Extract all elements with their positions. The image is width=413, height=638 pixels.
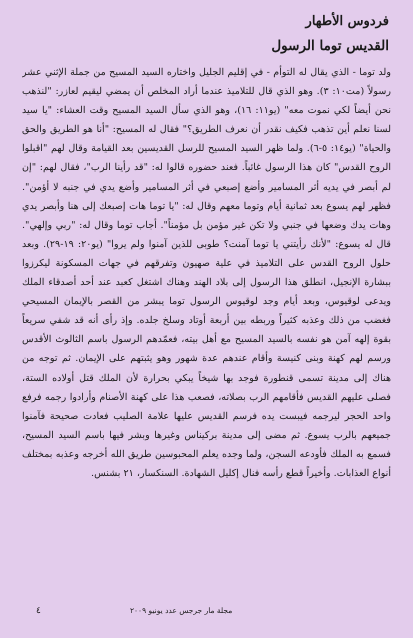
article-title: القديس توما الرسول (271, 38, 389, 54)
page-footer (0, 606, 413, 620)
footer-issue-label: مجلة مار جرجس عدد يونيو ٢٠٠٩ (130, 606, 233, 615)
series-title: فردوس الأطهار (305, 14, 389, 29)
page-number: ٤ (36, 606, 41, 616)
article-body: ولد توما - الذي يقال له التوأم - في إقليم الجليل واختاره السيد المسيح من جملة الإثني عشر رسولاً (مت١٠: ٣). وهو الذي قال للتلاميذ عندما أراد المخلص أن يمضي ليقيم لعازر: "لنذهب نحن أيضاً لكي نموت معه" (يو١١: ١٦)، وهو الذي سأل السيد المسيح وقت العشاء: "يا سيد لسنا نعلم أين تذهب فكيف نقدر أن نعرف الطريق؟" فقال له المسيح: "أنا هو الطريق والحق والحياة" (يو١٤: ٥-٦). ولما ظهر السيد المسيح للرسل القديسين بعد القيامة وقال لهم "اقبلوا الروح القدس" كان هذا الرسول غائباً. فعند حضوره قالوا له: "قد رأينا الرب"، فقال لهم: "إن لم أبصر في يديه أثر المسامير وأضع إصبعي في أثر المسامير وأضع يدي في جنبه لا أؤمن". فظهر لهم يسوع بعد ثمانية أيام وتوما معهم وقال له: "يا توما هات إصبعك إلى هنا وأبصر يدي وهات يدك وضعها في جنبي ولا تكن غير مؤمن بل مؤمناً". أجاب توما وقال له: "ربي وإلهي". قال له يسوع: "لأنك رأيتني يا توما آمنت؟ طوبى للذين آمنوا ولم يروا" (يو٢٠: ١٩-٢٩). وبعد حلول الروح القدس على التلاميذ في علية صهيون وتفرقهم في جهات المسكونة ليكرزوا ببشارة الإنجيل، انطلق هذا الرسول إلى بلاد الهند وهناك اشتغل كعبد عند أحد أصدقاء الملك ويدعى لوقيوس، وبعد أيام وجد لوقيوس الرسول توما يبشر من القصر بالإيمان المسيحي فغضب من ذلك وعذبه كثيراً وربطه بين أربعة أوتاد وسلخ جلده. وإذ رأى أنه قد شفي سريعاً بقوة إلهه آمن هو نفسه بالسيد المسيح مع أهل بيته، فعمّدهم الرسول باسم الثالوث الأقدس ورسم لهم كهنة وبنى كنيسة وأقام عندهم عدة شهور وهو يثبتهم على الإيمان. ثم توجه من هناك إلى مدينة تسمى قنطورة فوجد بها شيخاً يبكي بحرارة لأن الملك قتل أولاده الستة، فصلى عليهم القديس فأقامهم الرب بصلاته، فصعب هذا على كهنة الأصنام وأرادوا رجمه فرفع واحد الحجر ليرجمه فيبست يده فرسم القديس عليها علامة الصليب فعادت صحيحة فآمنوا جميعهم بالرب يسوع. ثم مضى إلى مدينة بركيناس وغيرها وبشر فيها باسم السيد المسيح، فسمع به الملك فأودعه السجن، ولما وجده يعلم المحبوسين طريق الله أخرجه وعذبه بمختلف أنواع العذابات. وأخيراً قطع رأسه فنال إكليل الشهادة. السنكسار، ٢١ بشنس. (22, 67, 391, 479)
